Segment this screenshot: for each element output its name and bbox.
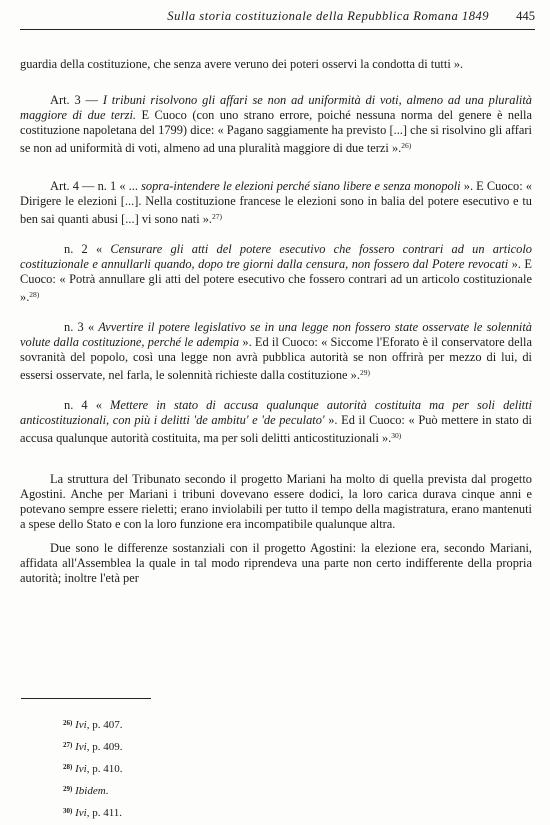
text-span: Due sono le differenze sostanziali con il progetto Agostini: la elezione era, secondo Mariani, affidata all'Assemblea la quale in tal modo riprendeva una parte non certo indifferente della propria autorità; inoltre l'età per [20,541,532,585]
footnote-ref: Ivi [75,807,87,819]
footnote-number: 26) [63,719,73,727]
text-span: n. 3 « [64,320,99,334]
running-header [20,9,535,30]
footnote [63,779,122,801]
footnote [63,735,122,757]
text-span: La struttura del Tribunato secondo il progetto Mariani ha molto di quella prevista dal progetto Agostini. Anche per Mariani i tribuni dovevano essere dodici, la loro carica durava cinque anni e potevano sempre essere rieletti; erano inviolabili per tutto il tempo della magistratura, erano mantenuti a spese dello Stato e con la loro funzione era incompatibile qualunque altra. [20,472,532,531]
footnote [63,713,122,735]
quoted-text: Avvertire il potere legislativo se in una legge non fossero state osservate le solennità volute dalla costituzione, perché le adempia [20,320,533,349]
page-number: 445 [516,9,535,23]
text-span: E Cuoco (con uno strano errore, poiché nessuna norma del genere è nella costituzione napoletana del 1799) dice: « Pagano saggiamente ha previsto [...] che si risolvino gli affari se non ad uniformità di voti, almeno ad una pluralità maggiore di due terzi ». [20,108,533,155]
footnote-ref-marker: 29) [359,368,370,377]
footnote [63,801,122,823]
footnote-number: 29) [63,785,73,793]
footnote-ref: Ibidem [75,785,106,797]
paragraph [20,57,532,72]
text-span: Art. 4 — n. 1 « ... [50,179,142,193]
footnote-ref-marker: 26) [401,141,412,150]
paragraph-n2 [20,242,532,305]
footnote [63,757,122,779]
footnote-page: , p. 407. [86,719,123,731]
running-title: Sulla storia costituzionale della Repubblica Romana 1849 [167,9,490,23]
footnotes [63,713,122,823]
paragraph [20,472,532,532]
footnote-ref-marker: 27) [212,212,223,221]
paragraph-art-4 [20,179,532,227]
quoted-text: Mettere in stato di accusa qualunque autorità costituita ma per soli delitti anticostituzionali, con più i delitti 'de ambitu' e 'de peculato' [20,398,532,427]
footnote-page: , p. 411. [86,807,123,819]
text-span: ». E Cuoco: « Potrà annullare gli atti del potere esecutivo che fossero contrari ad un articolo costituzionale ». [20,257,532,304]
text-span: n. 4 « [64,398,111,412]
paragraph-art-3 [20,93,532,156]
text-span: Art. 3 — [50,93,103,107]
footnote-separator [21,698,151,699]
footnote-ref: Ivi [75,741,87,753]
footnote-number: 27) [63,741,73,749]
text-span: guardia della costituzione, che senza avere veruno dei poteri osservi la condotta di tutti ». [20,57,464,71]
paragraph-n3 [20,320,532,383]
text-span: ». Ed il Cuoco: « Può mettere in stato di accusa qualunque autorità costituita, ma per soli delitti anticostituzionali ». [20,413,532,445]
footnote-page: . [105,785,109,797]
footnote-ref: Ivi [75,763,87,775]
footnote-page: , p. 409. [86,741,123,753]
text-span: n. 2 « [64,242,111,256]
text-span: ». Ed il Cuoco: « Siccome l'Eforato è il conservatore della sovranità del popolo, così una legge non avrà pubblica autorità se non offrirà per mezzo di lui, di essersi osservate, nel farla, le solennità richieste dalla costituzione ». [20,335,532,382]
footnote-ref-marker: 28) [29,290,40,299]
footnote-ref-marker: 30) [391,431,402,440]
body-text [20,57,532,586]
paragraph-n4 [20,398,532,446]
footnote-number: 30) [63,807,73,815]
footnote-page: , p. 410. [86,763,123,775]
quoted-text: I tribuni risolvono gli affari se non ad uniformità di voti, almeno ad una pluralità maggiore di due terzi. [20,93,533,122]
quoted-text: sopra-intendere le elezioni perché siano libere e senza monopoli [141,179,461,193]
text-span: ». E Cuoco: « Dirigere le elezioni [...]. Nella costituzione francese le elezioni sono in balia del potere esecutivo e tu ben sai quanti abusi [...] vi sono nati ». [20,179,532,226]
paragraph [20,541,532,586]
footnote-ref: Ivi [75,719,87,731]
quoted-text: Censurare gli atti del potere esecutivo che fossero contrari ad un articolo costituzionale e annullarli quando, dopo tre giorni dalla censura, non fossero dal Potere revocati [20,242,532,271]
footnote-number: 28) [63,763,73,771]
